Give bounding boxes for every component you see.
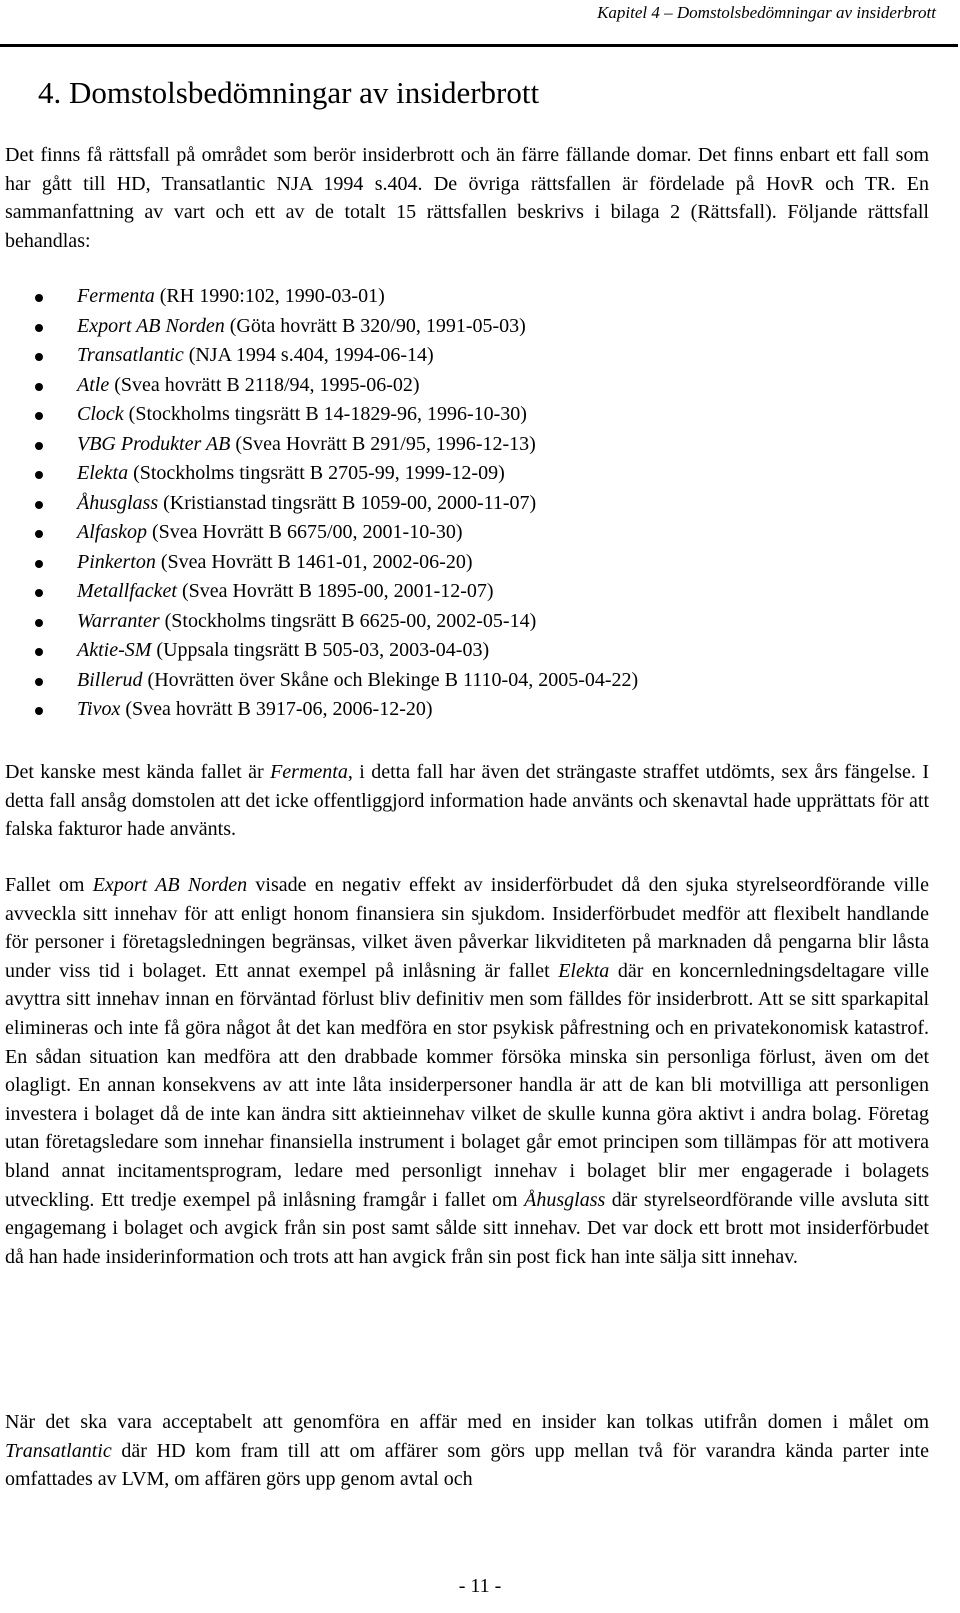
case-detail: (Svea Hovrätt B 1895-00, 2001-12-07) <box>176 580 494 602</box>
case-item <box>0 607 940 637</box>
text-run: När det ska vara acceptabelt att genomföra en affär med en insider kan tolkas utifrån domen i målet om <box>5 1411 929 1433</box>
transatlantic-paragraph <box>5 1408 929 1494</box>
case-detail: (Svea Hovrätt B 291/95, 1996-12-13) <box>230 432 536 455</box>
case-item <box>0 400 940 430</box>
case-reference: Fermenta <box>270 761 348 783</box>
text-run: Fallet om <box>5 874 93 896</box>
case-detail: (Svea hovrätt B 3917-06, 2006-12-20) <box>120 698 433 720</box>
case-name: Transatlantic <box>77 344 184 366</box>
header-rule <box>0 44 958 47</box>
case-name: Elekta <box>77 462 129 484</box>
case-detail: (NJA 1994 s.404, 1994-06-14) <box>183 344 434 366</box>
case-name: Åhusglass <box>77 491 159 514</box>
case-name: Fermenta <box>77 285 155 307</box>
case-name: Clock <box>77 403 124 425</box>
case-detail: (Kristianstad tingsrätt B 1059-00, 2000-11-07) <box>158 491 537 514</box>
case-item <box>0 548 940 578</box>
bullet-icon <box>35 353 43 361</box>
case-reference: Export AB Norden <box>92 874 248 896</box>
text-run: där styrelseordförande ville avsluta sitt engagemang i bolaget och avgick från sin post samt sålde sitt innehav. Det var dock ett brott mot insiderförbudet då han hade insiderinformation och trots att han avgick från sin post fick han inte sälja sitt innehav. <box>5 1188 929 1268</box>
case-detail: (Uppsala tingsrätt B 505-03, 2003-04-03) <box>151 639 490 661</box>
case-item <box>0 666 940 696</box>
text-run: visade en negativ effekt av insiderförbudet då den sjuka styrelseordförande ville avveckla sitt innehav för att enligt honom finansiera sin sjukdom. Insiderförbudet medför att flexibelt handlande för personer i företagsledningen begränsas, vilket även påverkar likviditeten på marknaden då pengarna blir låsta under viss tid i bolaget. Ett annat exempel på inlåsning är fallet <box>5 874 929 982</box>
bullet-icon <box>35 294 43 302</box>
case-name: Pinkerton <box>77 550 156 573</box>
export-paragraph <box>5 871 929 1271</box>
case-item <box>0 695 940 725</box>
case-name: Export AB Norden <box>77 314 225 337</box>
case-name: Metallfacket <box>77 580 177 602</box>
bullet-icon <box>35 383 43 391</box>
intro-paragraph: Det finns få rättsfall på området som berör insiderbrott och än färre fällande domar. Det finns enbart ett fall som har gått till HD, Transatlantic NJA 1994 s.404. De övriga rättsfallen är fördelade på HovR och TR. En sammanfattning av vart och ett av de totalt 15 rättsfallen beskrivs i bilaga 2 (Rättsfall). Följande rättsfall behandlas: <box>5 144 929 252</box>
case-detail: (Svea Hovrätt B 1461-01, 2002-06-20) <box>155 550 473 573</box>
case-name: VBG Produkter AB <box>77 432 231 455</box>
case-item <box>0 459 940 489</box>
text-run: Det kanske mest kända fallet är <box>5 761 271 783</box>
case-list <box>0 282 940 725</box>
case-item <box>0 341 940 371</box>
text-run: där en koncernledningsdeltagare ville avyttra sitt innehav innan en förväntad förlust bliv definitiv men som fälldes för insiderbrott. Att se sitt sparkapital elimineras och inte få göra något åt det kan medföra en stor psykisk påfrestning och en privatekonomisk katastrof. En sådan situation kan medföra att den drabbade kommer försöka minska sin personliga förlust, även om det olagligt. En annan konsekvens av att inte låta insiderpersoner handla är att de kan bli motvilliga att personligen investera i bolaget då de inte kan ändra sitt aktieinnehav vilket de skulle kunna göra aktivt i andra bolag. Företag utan företagsledare som innehar finansiella instrument i bolaget går emot principen som tillämpas för att motivera bland annat incitamentsprogram, ledare med personligt innehav i bolaget blir mer engagerade i bolagets utveckling. Ett tredje exempel på inlåsning framgår i fallet om <box>5 959 929 1211</box>
case-item <box>0 371 940 401</box>
case-detail: (Hovrätten över Skåne och Blekinge B 1110-04, 2005-04-22) <box>142 668 639 691</box>
case-item <box>0 577 940 607</box>
bullet-icon <box>35 619 43 627</box>
bullet-icon <box>35 471 43 479</box>
bullet-icon <box>35 707 43 715</box>
case-item <box>0 282 940 312</box>
case-item <box>0 430 940 460</box>
running-header: Kapitel 4 – Domstolsbedömningar av insiderbrott <box>597 3 936 22</box>
bullet-icon <box>35 648 43 656</box>
bullet-icon <box>35 442 43 450</box>
case-name: Aktie-SM <box>77 639 152 661</box>
case-name: Warranter <box>77 609 160 632</box>
bullet-icon <box>35 678 43 686</box>
bullet-icon <box>35 589 43 597</box>
text-run: , i detta fall har även det strängaste straffet utdömts, sex års fängelse. I detta fall ansåg domstolen att det icke offentliggjord information hade använts och skenavtal hade upprättats för att falska fakturor hade använts. <box>5 761 930 841</box>
case-detail: (RH 1990:102, 1990-03-01) <box>154 285 385 307</box>
case-item <box>0 489 940 519</box>
bullet-icon <box>35 412 43 420</box>
case-name: Tivox <box>77 698 121 720</box>
case-detail: (Svea hovrätt B 2118/94, 1995-06-02) <box>109 373 420 396</box>
case-item <box>0 518 940 548</box>
case-name: Billerud <box>77 668 143 691</box>
case-item <box>0 636 940 666</box>
text-run: där HD kom fram till att om affärer som görs upp mellan två för varandra kända parter inte omfattades av LVM, om affären görs upp genom avtal och <box>5 1439 929 1491</box>
case-item <box>0 312 940 342</box>
chapter-title: 4. Domstolsbedömningar av insiderbrott <box>38 75 540 110</box>
bullet-icon <box>35 324 43 332</box>
case-detail: (Stockholms tingsrätt B 2705-99, 1999-12-09) <box>128 462 505 484</box>
case-reference: Åhusglass <box>524 1188 606 1211</box>
case-detail: (Svea Hovrätt B 6675/00, 2001-10-30) <box>147 521 463 543</box>
case-detail: (Göta hovrätt B 320/90, 1991-05-03) <box>224 314 526 337</box>
case-reference: Transatlantic <box>5 1439 112 1462</box>
bullet-icon <box>35 560 43 568</box>
case-name: Atle <box>77 373 110 396</box>
case-reference: Elekta <box>558 959 610 982</box>
page-number: - 11 - <box>458 1575 502 1597</box>
bullet-icon <box>35 501 43 509</box>
case-name: Alfaskop <box>77 521 147 543</box>
case-detail: (Stockholms tingsrätt B 6625-00, 2002-05-14) <box>159 609 537 632</box>
bullet-icon <box>35 530 43 538</box>
fermenta-paragraph <box>5 758 929 844</box>
case-detail: (Stockholms tingsrätt B 14-1829-96, 1996-10-30) <box>123 403 527 425</box>
